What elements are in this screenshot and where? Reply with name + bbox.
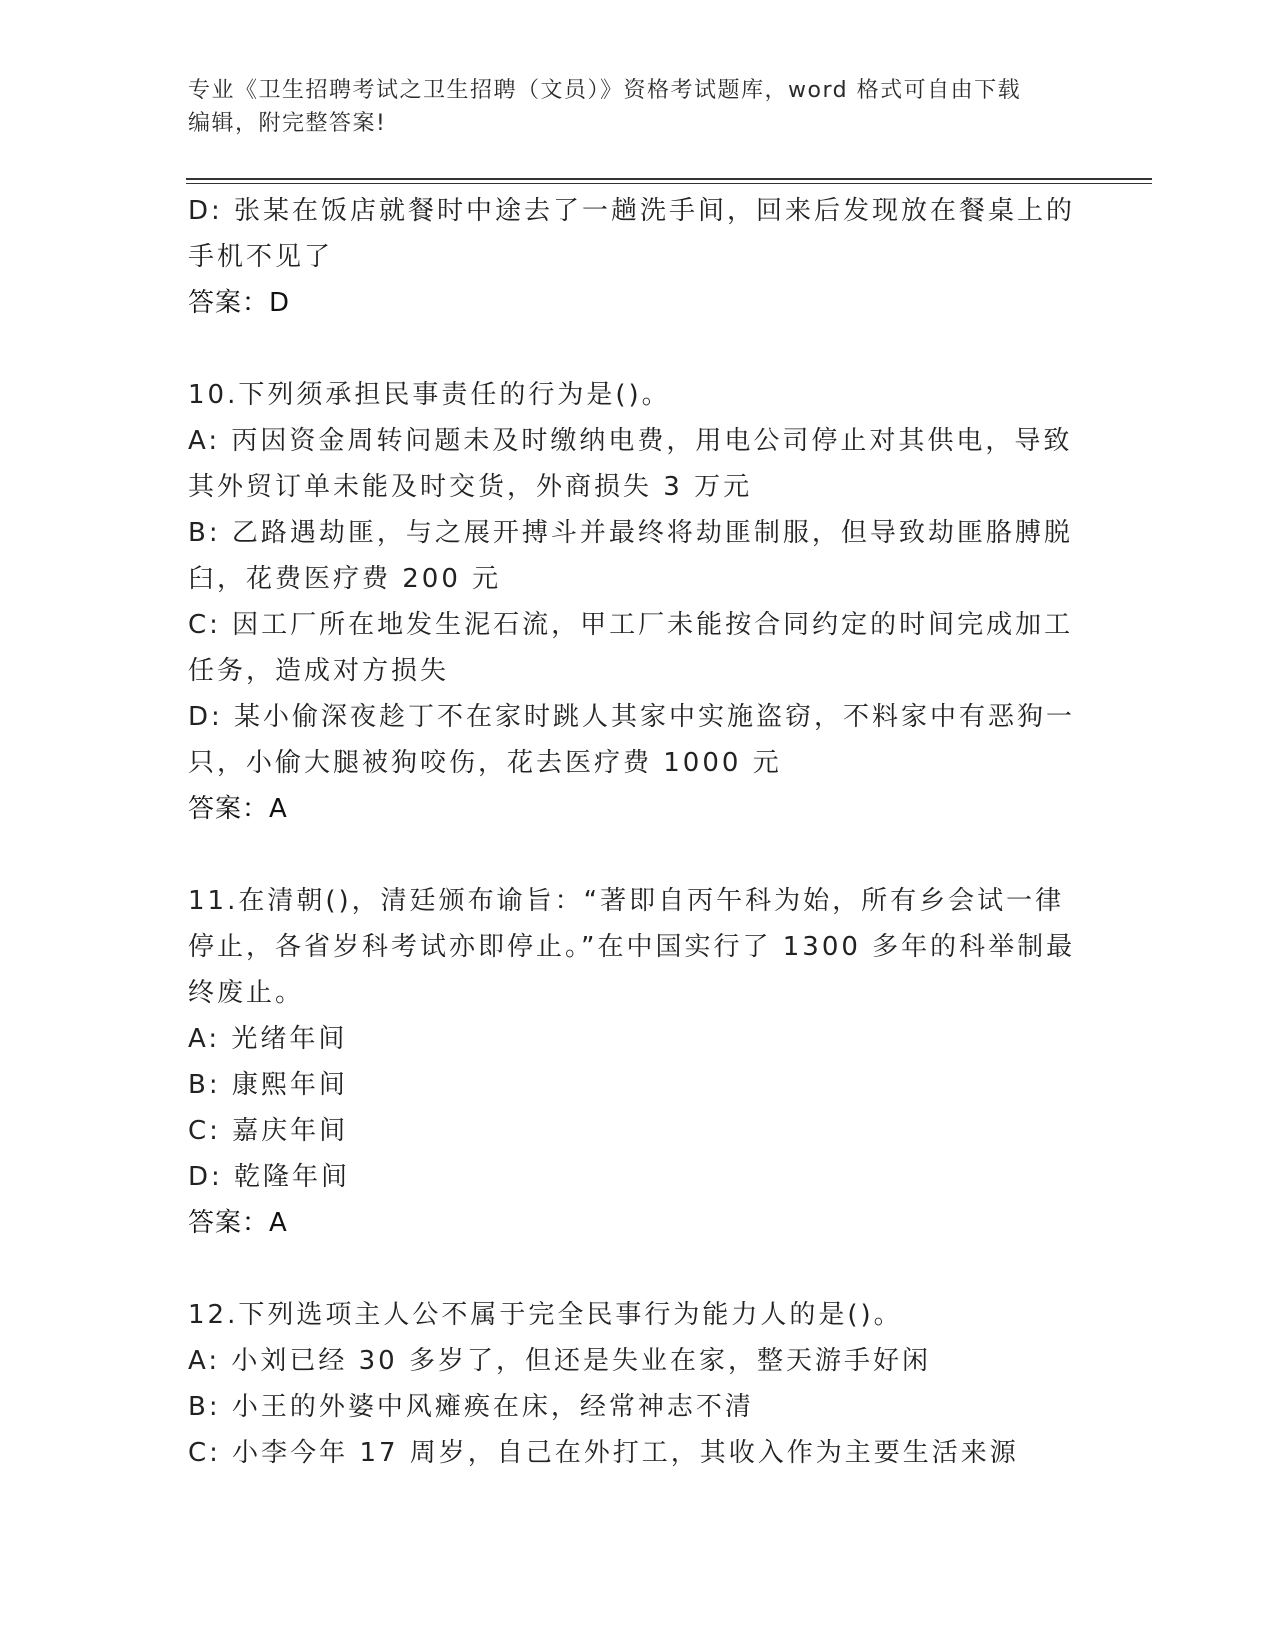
header-divider-thin [186, 183, 1152, 184]
option-c-line-2: 任务，造成对方损失 [188, 656, 450, 686]
header-line-2: 编辑，附完整答案! [188, 111, 387, 136]
question-12 [188, 1292, 1088, 1476]
question-10 [188, 372, 1088, 832]
spacer [188, 1246, 1088, 1292]
answer-label: 答案：A [188, 794, 288, 824]
option-a-line-1: A: 丙因资金周转问题未及时缴纳电费，用电公司停止对其供电，导致 [188, 426, 1073, 456]
spacer [188, 832, 1088, 878]
answer-label: 答案：A [188, 1208, 288, 1238]
exam-content [188, 188, 1088, 1476]
option-c: C: 嘉庆年间 [188, 1116, 349, 1146]
question-text: 12.下列选项主人公不属于完全民事行为能力人的是()。 [188, 1300, 903, 1330]
document-header [188, 74, 1088, 140]
option-d-line-2: 只，小偷大腿被狗咬伤，花去医疗费 1000 元 [188, 748, 782, 778]
option-b: B: 小王的外婆中风瘫痪在床，经常神志不清 [188, 1392, 754, 1422]
option-d-line-1: D: 张某在饭店就餐时中途去了一趟洗手间，回来后发现放在餐桌上的 [188, 196, 1076, 226]
option-d-line-1: D: 某小偷深夜趁丁不在家时跳人其家中实施盗窃，不料家中有恶狗一 [188, 702, 1076, 732]
question-text: 10.下列须承担民事责任的行为是()。 [188, 380, 671, 410]
header-line-1: 专业《卫生招聘考试之卫生招聘（文员）》资格考试题库，word 格式可自由下载 [188, 78, 1022, 103]
question-text-line-2: 停止，各省岁科考试亦即停止。”在中国实行了 1300 多年的科举制最 [188, 932, 1076, 962]
question-11 [188, 878, 1088, 1246]
option-b-line-2: 臼，花费医疗费 200 元 [188, 564, 502, 594]
answer-label: 答案：D [188, 288, 291, 318]
question-text-line-1: 11.在清朝()，清廷颁布谕旨：“著即自丙午科为始，所有乡会试一律 [188, 886, 1065, 916]
option-b: B: 康熙年间 [188, 1070, 348, 1100]
option-c: C: 小李今年 17 周岁，自己在外打工，其收入作为主要生活来源 [188, 1438, 1019, 1468]
option-a-line-2: 其外贸订单未能及时交货，外商损失 3 万元 [188, 472, 753, 502]
option-a: A: 小刘已经 30 多岁了，但还是失业在家，整天游手好闲 [188, 1346, 931, 1376]
question-text-line-3: 终废止。 [188, 978, 305, 1008]
option-d: D: 乾隆年间 [188, 1162, 351, 1192]
question-9-tail [188, 188, 1088, 326]
option-d-line-2: 手机不见了 [188, 242, 334, 272]
header-divider-thick [186, 178, 1152, 180]
option-c-line-1: C: 因工厂所在地发生泥石流，甲工厂未能按合同约定的时间完成加工 [188, 610, 1074, 640]
option-a: A: 光绪年间 [188, 1024, 348, 1054]
option-b-line-1: B: 乙路遇劫匪，与之展开搏斗并最终将劫匪制服，但导致劫匪胳膊脱 [188, 518, 1073, 548]
spacer [188, 326, 1088, 372]
